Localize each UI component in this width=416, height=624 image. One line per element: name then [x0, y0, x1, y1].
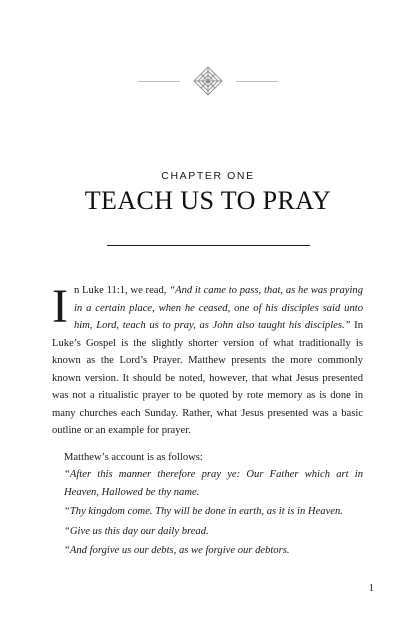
- paragraph-1: [52, 282, 363, 440]
- para1-end: In Luke’s Gospel is the slightly shorter version of what traditionally is known as the Lord’s Prayer. Matthew presents the more commonly known version. It should be noted, however, that what Jesus presented was not a ritualistic prayer to be quoted by rote memory as is done in many churches each Sunday. Rather, what Jesus presented was a basic outline or an example for prayer.: [52, 320, 363, 436]
- body-text: [52, 282, 363, 560]
- page-number: 1: [368, 582, 374, 594]
- ornament-line-right: [236, 81, 278, 82]
- ornament-line-left: [138, 81, 180, 82]
- quote-line: “After this manner therefore pray ye: Our Father which art in Heaven, Hallowed be thy name.: [64, 469, 363, 498]
- chapter-ornament: [0, 66, 416, 96]
- para1-start: n Luke 11:1, we read,: [73, 285, 170, 296]
- quote-line: “And forgive us our debts, as we forgive our debtors.: [64, 545, 290, 556]
- diamond-ornament-icon: [193, 66, 223, 96]
- chapter-label: CHAPTER ONE: [161, 170, 255, 182]
- block-quote: [52, 466, 363, 560]
- chapter-title: TEACH US TO PRAY: [84, 186, 332, 215]
- paragraph-intro: Matthew’s account is as follows:: [64, 451, 203, 463]
- quote-line: “Give us this day our daily bread.: [64, 525, 209, 537]
- quote-line: “Thy kingdom come. Thy will be done in earth, as it is in Heaven.: [64, 506, 343, 517]
- para1-quote: “And it came to pass, that, as he was praying in a certain place, when he ceased, one of his disciples said unto him, Lord, teach us to pray, as John also taught his disciples.”: [73, 285, 364, 331]
- drop-cap: I: [52, 280, 68, 333]
- title-divider: [107, 245, 310, 246]
